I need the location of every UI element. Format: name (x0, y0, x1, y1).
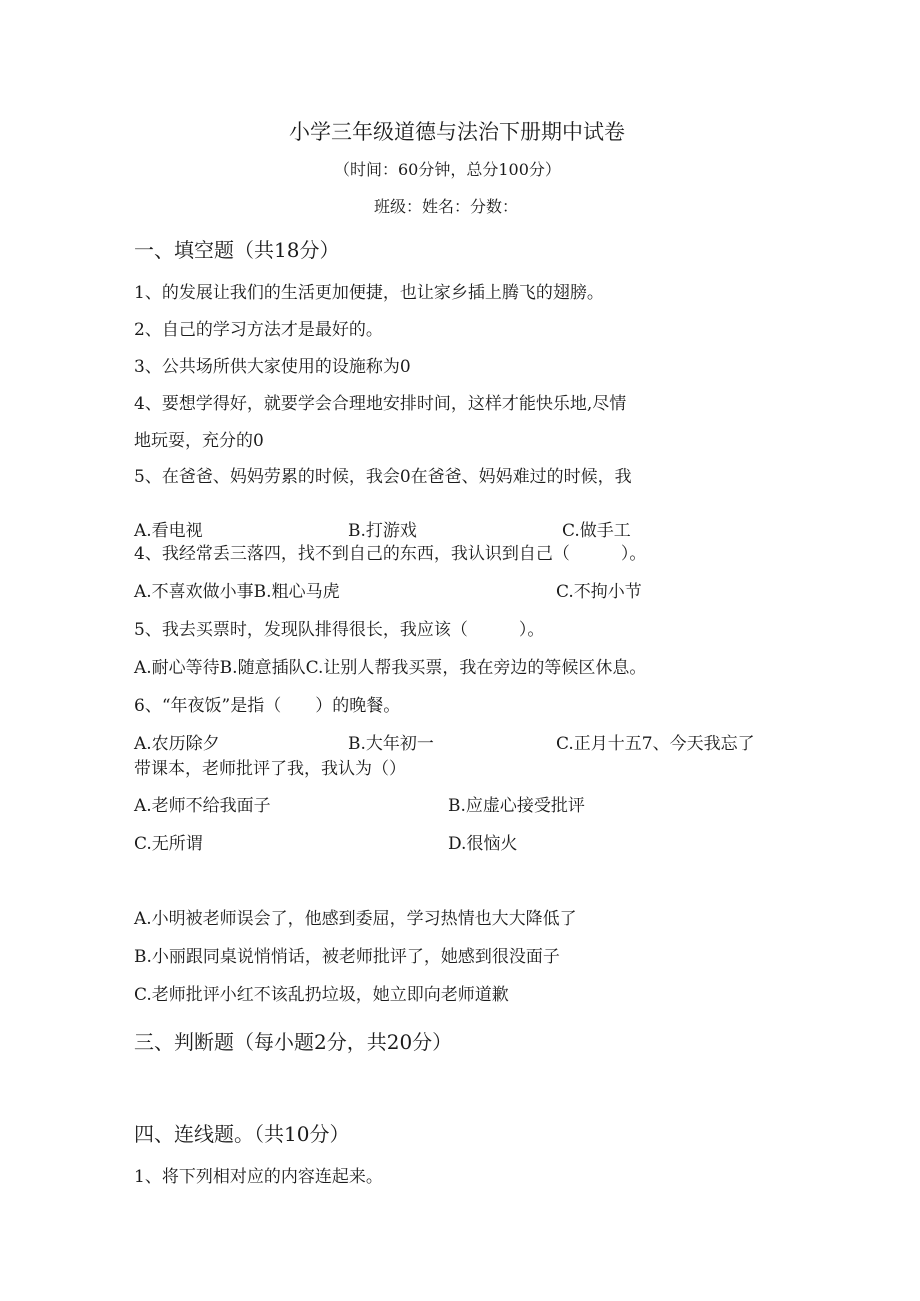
choice-question-6-option-c-and-question-7: C.正月十五7、今天我忘了 (556, 734, 755, 754)
choice-question-7-option-d: D.很恼火 (448, 834, 518, 854)
choice-question-4-options-ab: A.不喜欢做小事B.粗心马虎 (134, 582, 340, 602)
choice-b: B.打游戏 (348, 521, 417, 541)
choice-question-6-option-a: A.农历除夕 (134, 734, 220, 754)
choice-question-5-options: A.耐心等待B.随意插队C.让别人帮我买票，我在旁边的等候区休息。 (134, 658, 647, 678)
section4-heading: 四、连线题。（共10分） (134, 1122, 350, 1146)
choice-c: C.做手工 (562, 521, 631, 541)
choice-a: A.看电视 (134, 521, 203, 541)
choice-question-4-option-c: C.不拘小节 (556, 582, 642, 602)
choice-question-8-option-b: B.小丽跟同桌说悄悄话，被老师批评了，她感到很没面子 (134, 947, 560, 967)
fill-question-2: 2、自己的学习方法才是最好的。 (134, 320, 383, 340)
matching-question-1: 1、将下列相对应的内容连起来。 (134, 1167, 383, 1187)
fill-question-4-line1: 4、要想学得好，就要学会合理地安排时间，这样才能快乐地,尽情 (134, 394, 627, 414)
fill-question-1: 1、的发展让我们的生活更加便捷，也让家乡插上腾飞的翅膀。 (134, 283, 604, 303)
section1-heading: 一、填空题（共18分） (134, 238, 340, 262)
choice-question-7-line2: 带课本，老师批评了我，我认为（） (134, 759, 406, 779)
choice-question-6-option-b: B.大年初一 (348, 734, 434, 754)
choice-question-4: 4、我经常丢三落四，找不到自己的东西，我认识到自己（ ）。 (134, 544, 647, 564)
choice-question-7-option-c: C.无所谓 (134, 834, 203, 854)
fill-question-4-line2: 地玩耍，充分的0 (134, 431, 264, 451)
choice-question-8-option-a: A.小明被老师误会了，他感到委屈，学习热情也大大降低了 (134, 909, 577, 929)
exam-title: 小学三年级道德与法治下册期中试卷 (289, 120, 625, 144)
choice-question-7-option-b: B.应虚心接受批评 (448, 796, 585, 816)
fill-question-5: 5、在爸爸、妈妈劳累的时候，我会0在爸爸、妈妈难过的时候，我 (134, 467, 632, 487)
choice-question-7-option-a: A.老师不给我面子 (134, 796, 271, 816)
choice-question-8-option-c: C.老师批评小红不该乱扔垃圾，她立即向老师道歉 (134, 985, 509, 1005)
time-info: （时间：60分钟，总分100分） (334, 160, 561, 179)
choice-question-6: 6、“年夜饭”是指（ ）的晚餐。 (134, 696, 401, 716)
section3-heading: 三、判断题（每小题2分，共20分） (134, 1030, 453, 1054)
student-info: 班级：姓名：分数： (374, 197, 519, 216)
choice-question-5: 5、我去买票时，发现队排得很长，我应该（ ）。 (134, 620, 545, 640)
fill-question-3: 3、公共场所供大家使用的设施称为0 (134, 357, 411, 377)
